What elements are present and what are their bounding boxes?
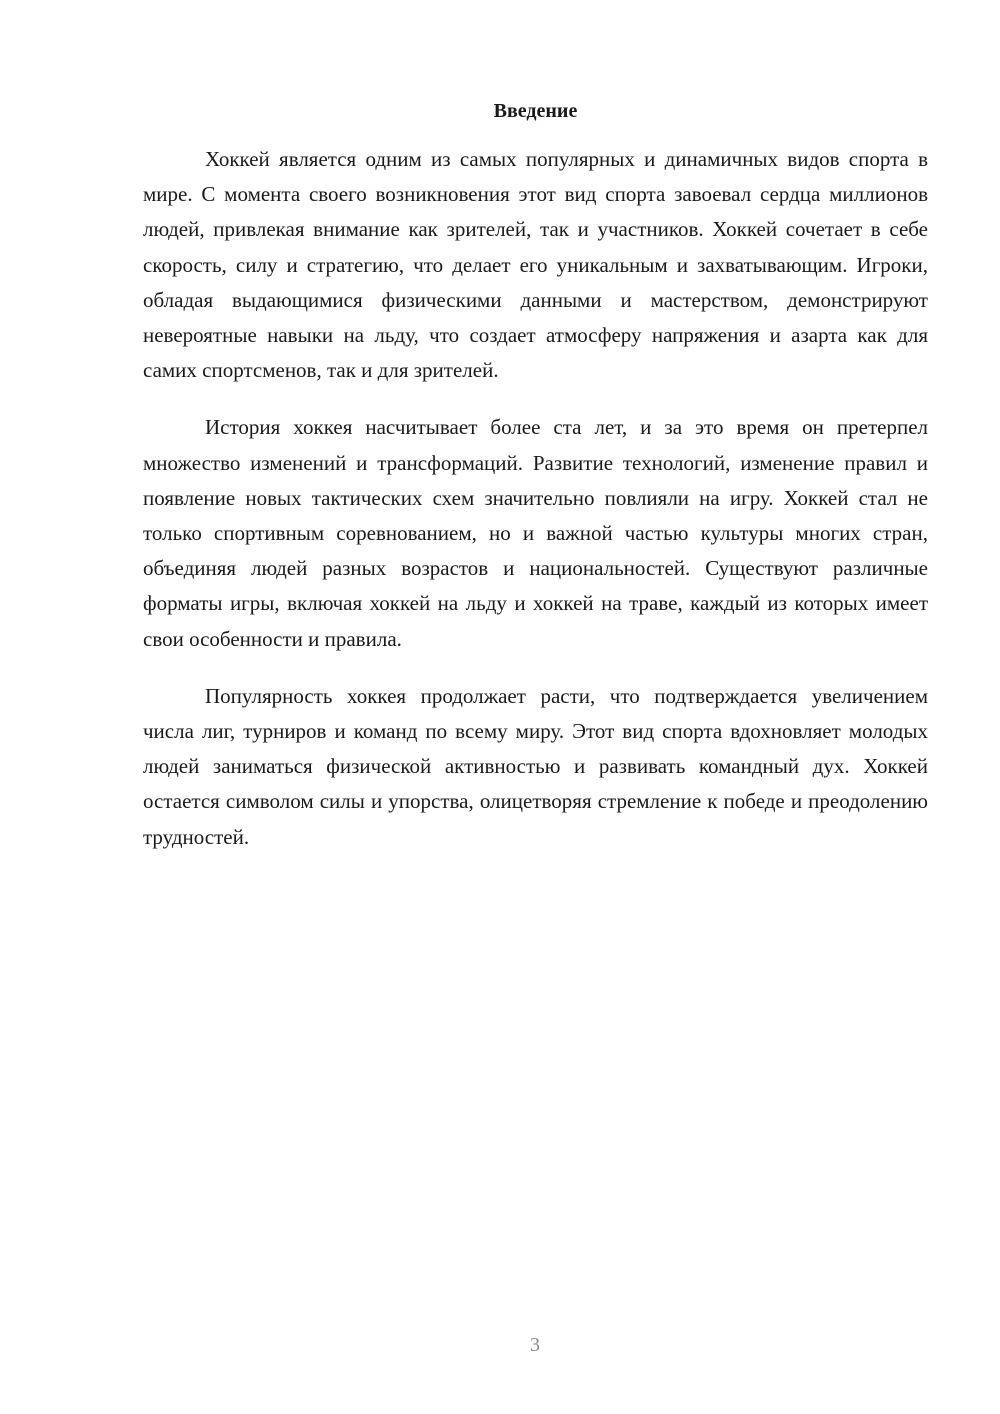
page-number: 3: [530, 1334, 540, 1356]
paragraph-3: Популярность хоккея продолжает расти, что подтверждается увеличением числа лиг, турниров и команд по всему миру. Этот вид спорта вдохновляет молодых людей заниматься физической активностью и развивать командный дух. Хоккей остается символом силы и упорства, олицетворяя стремление к победе и преодолению трудностей.: [143, 683, 928, 849]
page-content: [143, 94, 928, 877]
section-heading: Введение: [493, 100, 578, 122]
paragraph-2: История хоккея насчитывает более ста лет, и за это время он претерпел множество изменений и трансформаций. Развитие технологий, изменение правил и появление новых тактических схем значительно повлияли на игру. Хоккей стал не только спортивным соревнованием, но и важной частью культуры многих стран, объединяя людей разных возрастов и национальностей. Существуют различные форматы игры, включая хоккей на льду и хоккей на траве, каждый из которых имеет свои особенности и правила.: [143, 415, 928, 651]
paragraph-1: Хоккей является одним из самых популярных и динамичных видов спорта в мире. С момента своего возникновения этот вид спорта завоевал сердца миллионов людей, привлекая внимание как зрителей, так и участников. Хоккей сочетает в себе скорость, силу и стратегию, что делает его уникальным и захватывающим. Игроки, обладая выдающимися физическими данными и мастерством, демонстрируют невероятные навыки на льду, что создает атмосферу напряжения и азарта как для самих спортсменов, так и для зрителей.: [143, 147, 928, 383]
